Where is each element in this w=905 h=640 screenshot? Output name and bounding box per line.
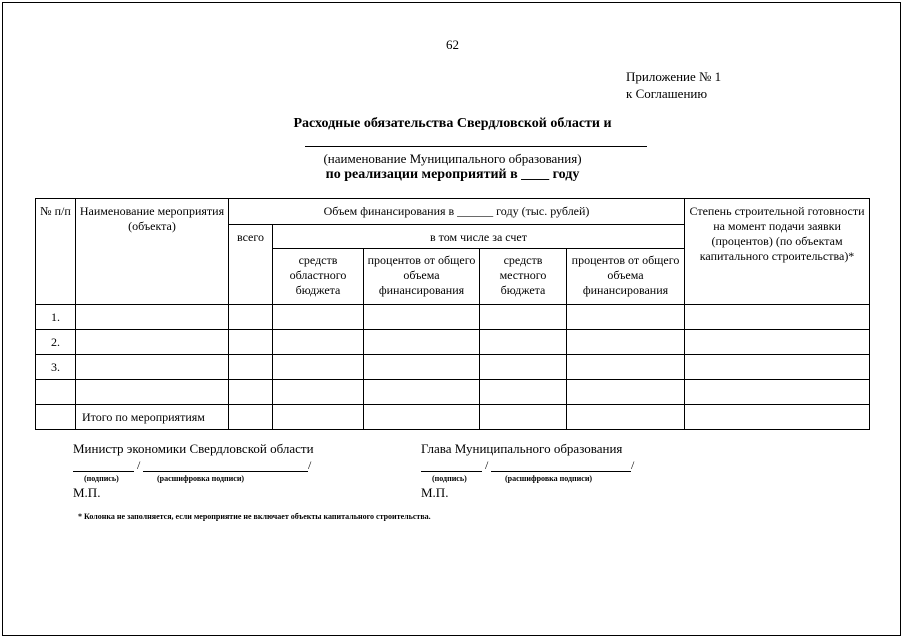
table-cell[interactable] — [364, 405, 480, 430]
table-cell[interactable] — [229, 380, 273, 405]
table-cell[interactable] — [480, 380, 567, 405]
signatory-role: Министр экономики Свердловской области — [73, 441, 314, 456]
page-number: 62 — [446, 37, 459, 52]
table-row — [36, 330, 870, 355]
signature-caption: (подпись) — [84, 474, 119, 483]
table-cell[interactable] — [229, 405, 273, 430]
header-num: № п/п — [36, 199, 76, 305]
table-cell[interactable] — [229, 330, 273, 355]
header-name: Наименование мероприятия (объекта) — [76, 199, 229, 305]
table-row — [36, 305, 870, 330]
table-cell[interactable] — [685, 305, 870, 330]
table-cell[interactable] — [567, 330, 685, 355]
table-cell[interactable] — [480, 330, 567, 355]
table-cell[interactable] — [273, 305, 364, 330]
separator: / — [485, 458, 489, 472]
table-cell[interactable] — [273, 380, 364, 405]
total-row — [36, 405, 870, 430]
header-total: всего — [229, 225, 273, 305]
table-cell[interactable] — [685, 330, 870, 355]
signature-line[interactable] — [73, 459, 314, 473]
decode-caption: (расшифровка подписи) — [505, 474, 593, 483]
table-cell — [36, 405, 76, 430]
signature-line[interactable] — [421, 458, 635, 473]
table-cell[interactable] — [364, 380, 480, 405]
header-readiness: Степень строительной готовности на момент подачи заявки (процентов) (по объектам капитального строительства)* — [685, 199, 870, 305]
signatory-role: Глава Муниципального образования — [421, 441, 623, 456]
stamp-place: М.П. — [421, 485, 449, 500]
table-cell[interactable] — [567, 405, 685, 430]
header-volume: Объем финансирования в ______ году (тыс. рублей) — [229, 199, 685, 225]
header-local-pct: процентов от общего объема финансирования — [567, 249, 685, 305]
document-subtitle: по реализации мероприятий в ____ году — [325, 167, 580, 182]
table-cell[interactable] — [685, 405, 870, 430]
document-title: Расходные обязательства Свердловской области и — [293, 116, 612, 131]
total-label: Итого по мероприятиям — [76, 405, 229, 430]
table-cell[interactable] — [76, 380, 229, 405]
table-cell[interactable] — [229, 355, 273, 380]
table-cell[interactable] — [76, 330, 229, 355]
table-cell[interactable] — [480, 355, 567, 380]
stamp-place: М.П. — [73, 485, 101, 500]
table-cell[interactable] — [273, 355, 364, 380]
header-including: в том числе за счет — [273, 225, 685, 249]
header-regional-funds: средств областного бюджета — [273, 249, 364, 305]
signature-block-head — [421, 441, 635, 501]
table-cell[interactable] — [480, 405, 567, 430]
signature-caption: (подпись) — [432, 474, 467, 483]
table-cell[interactable] — [480, 305, 567, 330]
appendix-line-1: Приложение № 1 — [626, 69, 722, 84]
table-cell[interactable] — [685, 355, 870, 380]
separator: / — [308, 458, 312, 472]
expenditure-table — [35, 198, 870, 430]
table-cell[interactable] — [364, 305, 480, 330]
separator: / — [631, 458, 635, 472]
footnote: * Колонка не заполняется, если мероприятие не включает объекты капитального строительства. — [78, 512, 431, 521]
municipality-caption: (наименование Муниципального образования) — [323, 151, 582, 166]
table-cell[interactable] — [364, 355, 480, 380]
table-cell[interactable] — [567, 355, 685, 380]
row-number: 2. — [36, 330, 76, 355]
table-row — [36, 380, 870, 405]
decode-caption: (расшифровка подписи) — [157, 474, 245, 483]
table-cell[interactable] — [76, 355, 229, 380]
header-local-funds: средств местного бюджета — [480, 249, 567, 305]
table-cell[interactable] — [229, 305, 273, 330]
row-number — [36, 380, 76, 405]
table-row — [36, 355, 870, 380]
table-cell[interactable] — [685, 380, 870, 405]
table-cell[interactable] — [567, 380, 685, 405]
row-number: 3. — [36, 355, 76, 380]
table-cell[interactable] — [273, 330, 364, 355]
table-cell[interactable] — [76, 305, 229, 330]
appendix-line-2: к Соглашению — [626, 86, 708, 101]
header-regional-pct: процентов от общего объема финансирования — [364, 249, 480, 305]
signature-block-minister — [73, 441, 314, 501]
table-cell[interactable] — [364, 330, 480, 355]
municipality-name-line — [305, 146, 647, 147]
separator: / — [137, 458, 141, 472]
table-cell[interactable] — [273, 405, 364, 430]
row-number: 1. — [36, 305, 76, 330]
table-cell[interactable] — [567, 305, 685, 330]
appendix-note — [626, 68, 721, 102]
